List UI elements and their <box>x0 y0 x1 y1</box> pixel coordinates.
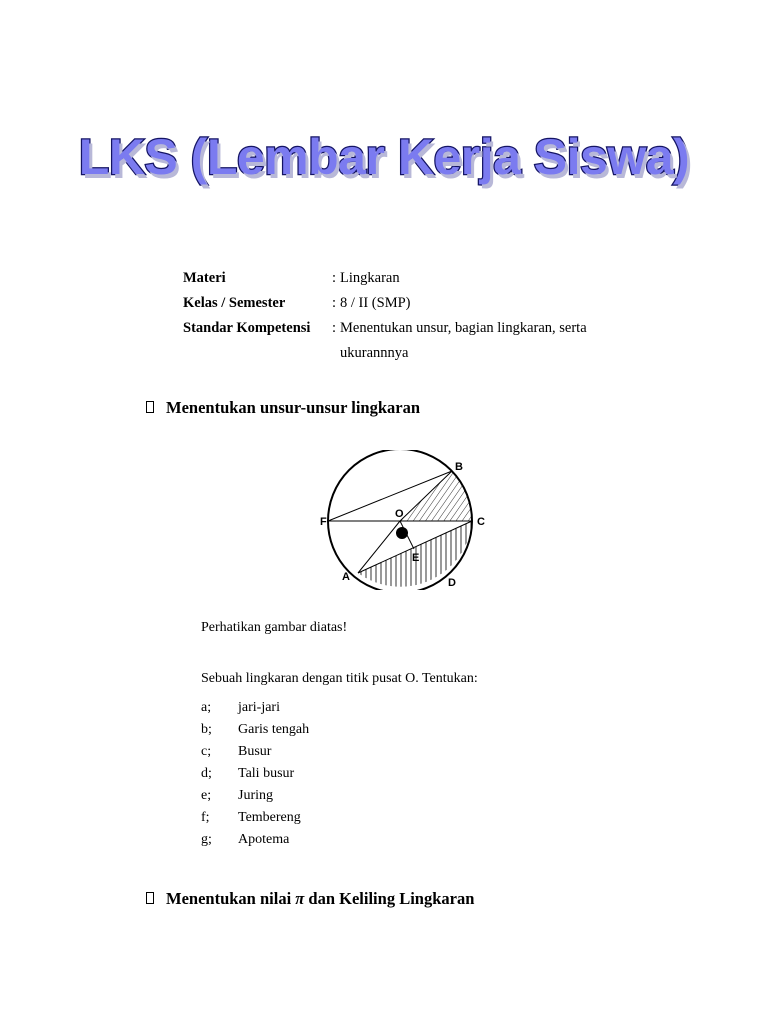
list-item-value: jari-jari <box>238 700 280 715</box>
info-sep: : <box>332 295 337 311</box>
section-title: Menentukan unsur-unsur lingkaran <box>166 398 421 417</box>
list-item-key: c; <box>201 744 212 759</box>
center-point <box>396 527 408 539</box>
info-value-standar-cont: ukurannnya <box>340 345 409 361</box>
list-item-value: Tali busur <box>238 766 295 781</box>
info-sep: : <box>332 270 337 286</box>
list-item-key: d; <box>201 766 212 781</box>
bullet-icon <box>146 401 154 413</box>
info-label-kelas: Kelas / Semester <box>183 295 286 311</box>
label-c: C <box>477 516 485 528</box>
list-item-key: f; <box>201 810 210 825</box>
list-item-key: g; <box>201 832 212 847</box>
list-item-key: b; <box>201 722 212 737</box>
list-item-value: Busur <box>238 744 272 759</box>
section-heading-unsur <box>146 398 420 418</box>
label-a: A <box>342 571 350 583</box>
info-label-standar: Standar Kompetensi <box>183 320 311 336</box>
sector-shading <box>400 471 472 521</box>
paragraph-question: Sebuah lingkaran dengan titik pusat O. Tentukan: <box>201 671 478 686</box>
section-title-prefix: Menentukan nilai <box>166 889 296 908</box>
info-value-standar: Menentukan unsur, bagian lingkaran, serta <box>340 320 587 336</box>
circle-diagram <box>310 450 510 590</box>
label-b: B <box>455 461 463 473</box>
section-heading-keliling <box>146 889 474 909</box>
info-sep: : <box>332 320 337 336</box>
pi-symbol: π <box>295 889 305 908</box>
info-value-materi: Lingkaran <box>340 270 400 286</box>
section-title-suffix: dan Keliling Lingkaran <box>304 889 475 908</box>
bullet-icon <box>146 892 154 904</box>
list-item-key: a; <box>201 700 212 715</box>
label-f: F <box>320 516 327 528</box>
label-o: O <box>395 508 404 520</box>
list-item-key: e; <box>201 788 212 803</box>
label-e: E <box>412 552 420 564</box>
list-item-value: Garis tengah <box>238 722 310 737</box>
label-d: D <box>448 577 456 589</box>
page-title: LKS (Lembar Kerja Siswa) <box>78 129 690 185</box>
info-label-materi: Materi <box>183 270 226 286</box>
list-item-value: Juring <box>238 788 273 803</box>
list-item-value: Apotema <box>238 832 290 847</box>
paragraph-instruction: Perhatikan gambar diatas! <box>201 620 348 635</box>
list-item-value: Tembereng <box>238 810 301 825</box>
info-value-kelas: 8 / II (SMP) <box>340 295 411 311</box>
